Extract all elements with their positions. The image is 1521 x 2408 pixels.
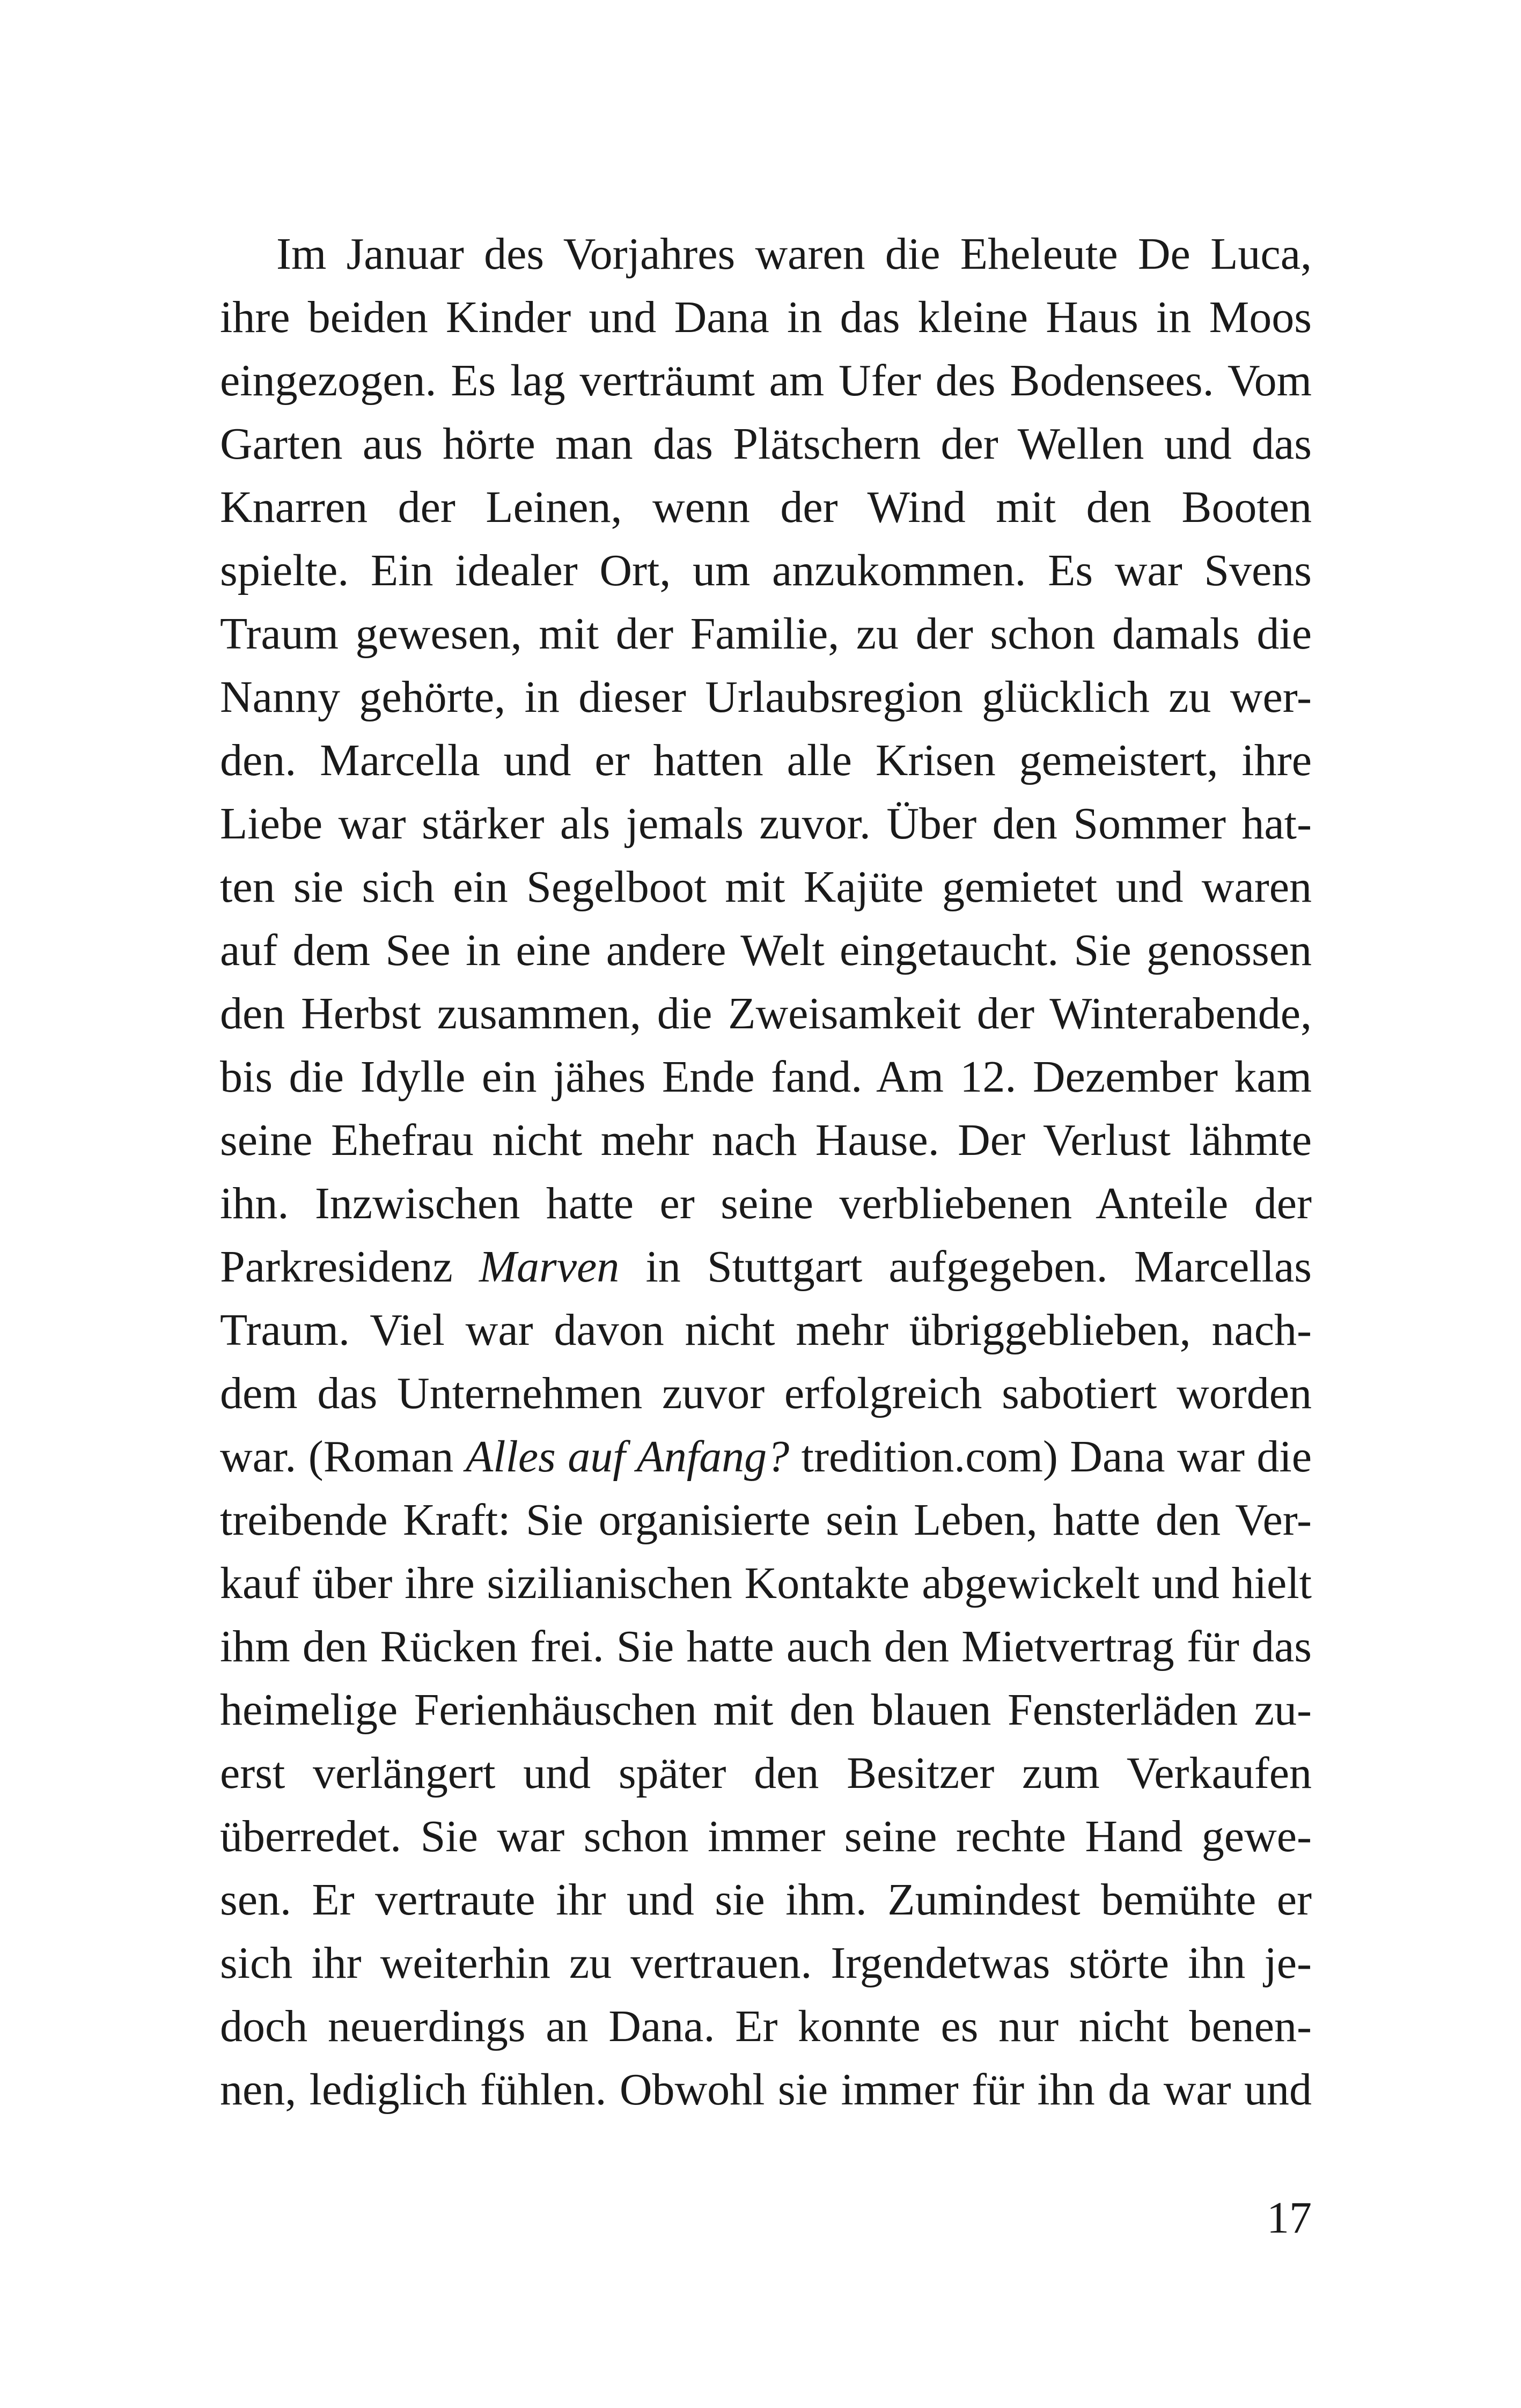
paragraph-line: spielte. Ein idealer Ort, um anzukommen. Es war Svens	[220, 546, 1312, 595]
paragraph-line: Liebe war stärker als jemals zuvor. Über den Sommer hat-	[220, 799, 1312, 849]
paragraph-line: heimelige Ferienhäuschen mit den blauen Fensterläden zu-	[220, 1685, 1312, 1735]
paragraph-line: ten sie sich ein Segelboot mit Kajüte gemietet und waren	[220, 862, 1312, 912]
line-text: Parkresidenz	[220, 1242, 480, 1292]
paragraph-line	[220, 1425, 1312, 1489]
paragraph-line: Im Januar des Vorjahres waren die Eheleute De Luca,	[276, 229, 1312, 279]
paragraph-line: dem das Unternehmen zuvor erfolgreich sabotiert worden	[220, 1368, 1312, 1418]
paragraph-line: kauf über ihre sizilianischen Kontakte abgewickelt und hielt	[220, 1558, 1312, 1608]
paragraph-line: Garten aus hörte man das Plätschern der Wellen und das	[220, 419, 1312, 469]
page-number: 17	[1267, 2193, 1312, 2243]
line-text: war. (Roman	[220, 1432, 466, 1482]
paragraph-line	[220, 1235, 1312, 1299]
paragraph-line: treibende Kraft: Sie organisierte sein Leben, hatte den Ver-	[220, 1495, 1312, 1545]
italic-book-title: Alles auf Anfang?	[465, 1432, 790, 1482]
paragraph-line: eingezogen. Es lag verträumt am Ufer des Bodensees. Vom	[220, 356, 1312, 406]
paragraph-line: erst verlängert und später den Besitzer zum Verkaufen	[220, 1748, 1312, 1798]
paragraph-line: nen, lediglich fühlen. Obwohl sie immer für ihn da war und	[220, 2065, 1312, 2115]
paragraph-line: Traum. Viel war davon nicht mehr übriggeblieben, nach-	[220, 1305, 1312, 1355]
line-text: tredition.com) Dana war die	[789, 1432, 1312, 1482]
paragraph-line: doch neuerdings an Dana. Er konnte es nur nicht benen-	[220, 2001, 1312, 2051]
paragraph-line: den. Marcella und er hatten alle Krisen gemeistert, ihre	[220, 735, 1312, 785]
line-text: in Stuttgart aufgegeben. Marcellas	[619, 1242, 1312, 1292]
paragraph-line: ihn. Inzwischen hatte er seine verbliebenen Anteile der	[220, 1179, 1312, 1228]
paragraph-line: Knarren der Leinen, wenn der Wind mit den Booten	[220, 482, 1312, 532]
paragraph-line: ihre beiden Kinder und Dana in das kleine Haus in Moos	[220, 292, 1312, 342]
body-paragraph	[220, 223, 1312, 2122]
paragraph-line: ihm den Rücken frei. Sie hatte auch den Mietvertrag für das	[220, 1622, 1312, 1671]
italic-title-marven: Marven	[479, 1242, 620, 1292]
paragraph-line: sen. Er vertraute ihr und sie ihm. Zumindest bemühte er	[220, 1875, 1312, 1925]
paragraph-line: überredet. Sie war schon immer seine rechte Hand gewe-	[220, 1811, 1312, 1861]
paragraph-line: sich ihr weiterhin zu vertrauen. Irgendetwas störte ihn je-	[220, 1938, 1312, 1988]
paragraph-line: den Herbst zusammen, die Zweisamkeit der Winterabende,	[220, 989, 1312, 1039]
paragraph-line: auf dem See in eine andere Welt eingetaucht. Sie genossen	[220, 925, 1312, 975]
paragraph-line: Traum gewesen, mit der Familie, zu der schon damals die	[220, 609, 1312, 659]
paragraph-line: Nanny gehörte, in dieser Urlaubsregion glücklich zu wer-	[220, 672, 1312, 722]
paragraph-line: bis die Idylle ein jähes Ende fand. Am 12. Dezember kam	[220, 1052, 1312, 1102]
paragraph-line: seine Ehefrau nicht mehr nach Hause. Der Verlust lähmte	[220, 1115, 1312, 1165]
